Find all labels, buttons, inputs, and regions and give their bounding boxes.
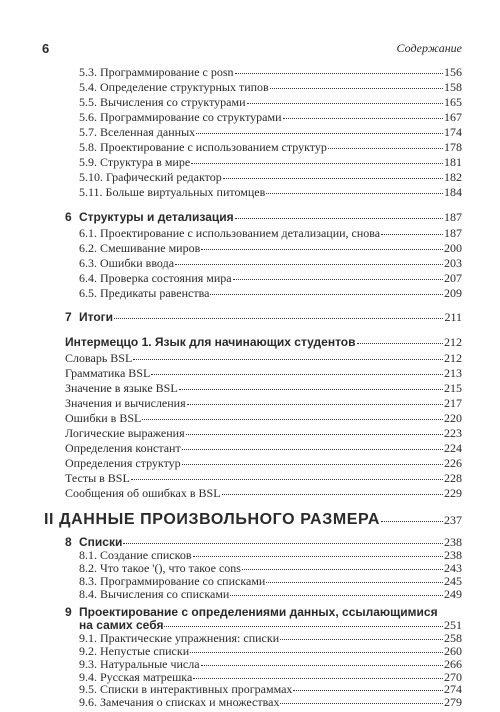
leader-dots [381,233,443,235]
toc-entry-page: 184 [444,185,462,199]
toc-entry[interactable] [65,486,462,501]
toc-entry-page: 182 [444,170,462,184]
chapter-number: 6 [65,210,72,224]
leader-dots [280,702,443,704]
toc-entry-title: 5.8. Проектирование с использованием структур [79,140,327,154]
leader-dots [201,248,443,250]
toc-chapter-title: Списки [79,534,123,549]
toc-entry[interactable] [79,587,462,602]
toc-entry-page: 220 [444,411,462,425]
toc-entry-page: 178 [444,140,462,154]
toc-interlude-title: Интермеццо 1. Язык для начинающих студентов [65,335,356,349]
leader-dots [201,664,443,666]
toc-chapter-page: 187 [444,210,462,224]
toc-entry-title: 9.1. Практические упражнения: списки [79,631,280,646]
toc-entry-title: 8.2. Что такое '(), что такое cons [79,561,241,575]
toc-entry[interactable] [79,695,462,710]
leader-dots [175,263,443,265]
toc-entry-title: 9.3. Натуральные числа [79,656,200,671]
toc-entry-title: 6.1. Проектирование с использованием детализации, снова [79,226,381,240]
toc-chapter-title-line2: на самих себя [79,617,164,632]
toc-entry-title: 6.2. Смешивание миров [79,241,201,255]
toc-entry-title: 9.4. Русская матрешка [79,669,193,684]
leader-dots [186,433,443,435]
toc-entry-title: 5.6. Программирование со структурами [79,110,282,124]
toc-part-page: 237 [444,513,462,528]
chapter-number: 8 [65,534,72,549]
toc-entry[interactable] [65,381,462,396]
leader-dots [196,132,443,134]
toc-entry-page: 203 [444,256,462,270]
toc-entry-title: 5.3. Программирование с posn [79,65,234,79]
toc-entry[interactable] [79,286,462,301]
toc-entry-page: 224 [444,441,462,455]
toc-entry[interactable] [65,456,462,471]
leader-dots [235,72,443,74]
toc-entry-title: 8.4. Вычисления со списками [79,586,230,601]
toc-chapter-page: 251 [444,617,462,632]
toc-entry[interactable] [79,140,462,155]
leader-dots [280,638,443,640]
leader-dots [191,162,443,164]
toc-entry-page: 156 [444,65,462,79]
toc-entry-title: 9.2. Непустые списки [79,644,190,659]
toc-entry-page: 200 [444,241,462,255]
toc-entry-page: 266 [444,656,462,671]
toc-entry-title: Ошибки в BSL [65,411,142,425]
toc-entry-title: 8.3. Программирование со списками [79,573,266,588]
toc-entry-title: Определения констант [65,441,181,455]
toc-chapter[interactable] [79,310,462,325]
toc-part[interactable] [44,510,462,530]
leader-dots [381,520,443,522]
toc-entry-title: 5.5. Вычисления со структурами [79,95,246,109]
leader-dots [270,87,443,89]
toc-entry-page: 249 [444,586,462,601]
toc-entry[interactable] [79,256,462,271]
toc-entry[interactable] [79,170,462,185]
toc-entry-title: 5.10. Графический редактор [79,170,222,184]
toc-entry-page: 181 [444,155,462,169]
toc-entry-page: 258 [444,631,462,646]
leader-dots [266,581,443,583]
toc-entry-page: 279 [444,695,462,709]
leader-dots [187,403,443,405]
leader-dots [328,147,443,149]
leader-dots [151,373,443,375]
toc-entry-page: 212 [444,351,462,365]
toc-entry-page: 213 [444,366,462,380]
toc-entry[interactable] [65,396,462,411]
leader-dots [230,594,443,596]
toc-entry-page: 226 [444,456,462,470]
leader-dots [242,568,443,570]
toc-entry-title: Определения структур [65,456,181,470]
toc-entry[interactable] [65,426,462,441]
leader-dots [235,217,443,219]
leader-dots [123,542,443,544]
toc-entry[interactable] [79,95,462,110]
toc-entry-title: 5.9. Структура в мире [79,155,191,169]
toc-entry-title: Грамматика BSL [65,366,151,380]
toc-entry[interactable] [65,471,462,486]
leader-dots [283,117,443,119]
toc-entry-page: 158 [444,80,462,94]
toc-entry[interactable] [79,80,462,95]
toc-entry-page: 228 [444,471,462,485]
toc-entry[interactable] [65,411,462,426]
toc-entry-page: 217 [444,396,462,410]
leader-dots [182,463,443,465]
toc-chapter-title-line1[interactable]: Проектирование с определениями данных, ссылающимися [79,605,438,620]
leader-dots [179,388,443,390]
toc-entry-title: 8.1. Создание списков [79,548,192,563]
toc-entry-page: 223 [444,426,462,440]
toc-entry-page: 274 [444,682,462,697]
leader-dots [182,448,443,450]
toc-chapter-page: 238 [444,534,462,549]
toc-entry-page: 167 [444,110,462,124]
toc-chapter-page: 211 [444,310,462,324]
leader-dots [131,478,443,480]
toc-entry[interactable] [79,110,462,125]
leader-dots [233,278,443,280]
toc-entry-title: Словарь BSL [65,351,133,365]
toc-chapter[interactable] [79,210,462,225]
leader-dots [164,625,443,627]
leader-dots [190,651,443,653]
toc-entry-title: 5.4. Определение структурных типов [79,80,269,94]
toc-entry-title: Сообщения об ошибках в BSL [65,486,221,500]
toc-entry-page: 229 [444,486,462,500]
toc-entry[interactable] [79,155,462,170]
toc-interlude[interactable] [65,335,462,350]
leader-dots [210,293,443,295]
chapter-number: 7 [65,310,72,324]
toc-entry[interactable] [79,185,462,200]
toc-entry-page: 270 [444,669,462,684]
toc-entry-page: 209 [444,286,462,300]
toc-entry[interactable] [79,241,462,256]
leader-dots [266,192,443,194]
page-number: 6 [42,41,50,56]
toc-entry[interactable] [65,351,462,366]
leader-dots [114,317,443,319]
leader-dots [222,493,443,495]
toc-entry-page: 165 [444,95,462,109]
toc-entry-title: Значение в языке BSL [65,381,178,395]
toc-entry[interactable] [79,65,462,80]
toc-entry-title: Логические выражения [65,426,185,440]
leader-dots [193,677,443,679]
toc-chapter-title: Структуры и детализация [79,210,234,224]
toc-entry[interactable] [79,271,462,286]
toc-entry-title: Значения и вычисления [65,396,186,410]
toc-entry[interactable] [65,441,462,456]
toc-entry-page: 174 [444,125,462,139]
leader-dots [142,418,443,420]
toc-entry-title: 5.11. Больше виртуальных питомцев [79,185,266,199]
toc-chapter-title: Итоги [79,310,114,324]
toc-entry[interactable] [65,366,462,381]
leader-dots [293,689,443,691]
toc-entry-page: 215 [444,381,462,395]
chapter-number: 9 [65,605,72,620]
toc-part-title: II ДАННЫЕ ПРОИЗВОЛЬНОГО РАЗМЕРА [44,511,381,529]
toc-entry[interactable] [79,125,462,140]
toc-interlude-page: 212 [444,335,462,349]
toc-entry-title: 6.3. Ошибки ввода [79,256,175,270]
toc-entry-title: 9.5. Списки в интерактивных программах [79,682,293,697]
toc-entry-page: 238 [444,548,462,563]
toc-entry-title: 6.5. Предикаты равенства [79,286,210,300]
toc-entry-page: 207 [444,271,462,285]
toc-entry-title: 6.4. Проверка состояния мира [79,271,232,285]
leader-dots [357,342,444,344]
toc-entry-title: 9.6. Замечания о списках и множествах [79,695,280,709]
toc-entry-page: 245 [444,573,462,588]
leader-dots [247,102,443,104]
toc-entry-title: Тесты в BSL [65,471,130,485]
leader-dots [193,555,443,557]
toc-entry-page: 187 [444,226,462,240]
leader-dots [223,177,443,179]
toc-entry-page: 260 [444,644,462,659]
toc-entry-page: 243 [444,561,462,575]
toc-entry-title: 5.7. Вселенная данных [79,125,196,139]
toc-entry[interactable] [79,226,462,241]
leader-dots [133,358,443,360]
running-header: Содержание [396,41,462,55]
